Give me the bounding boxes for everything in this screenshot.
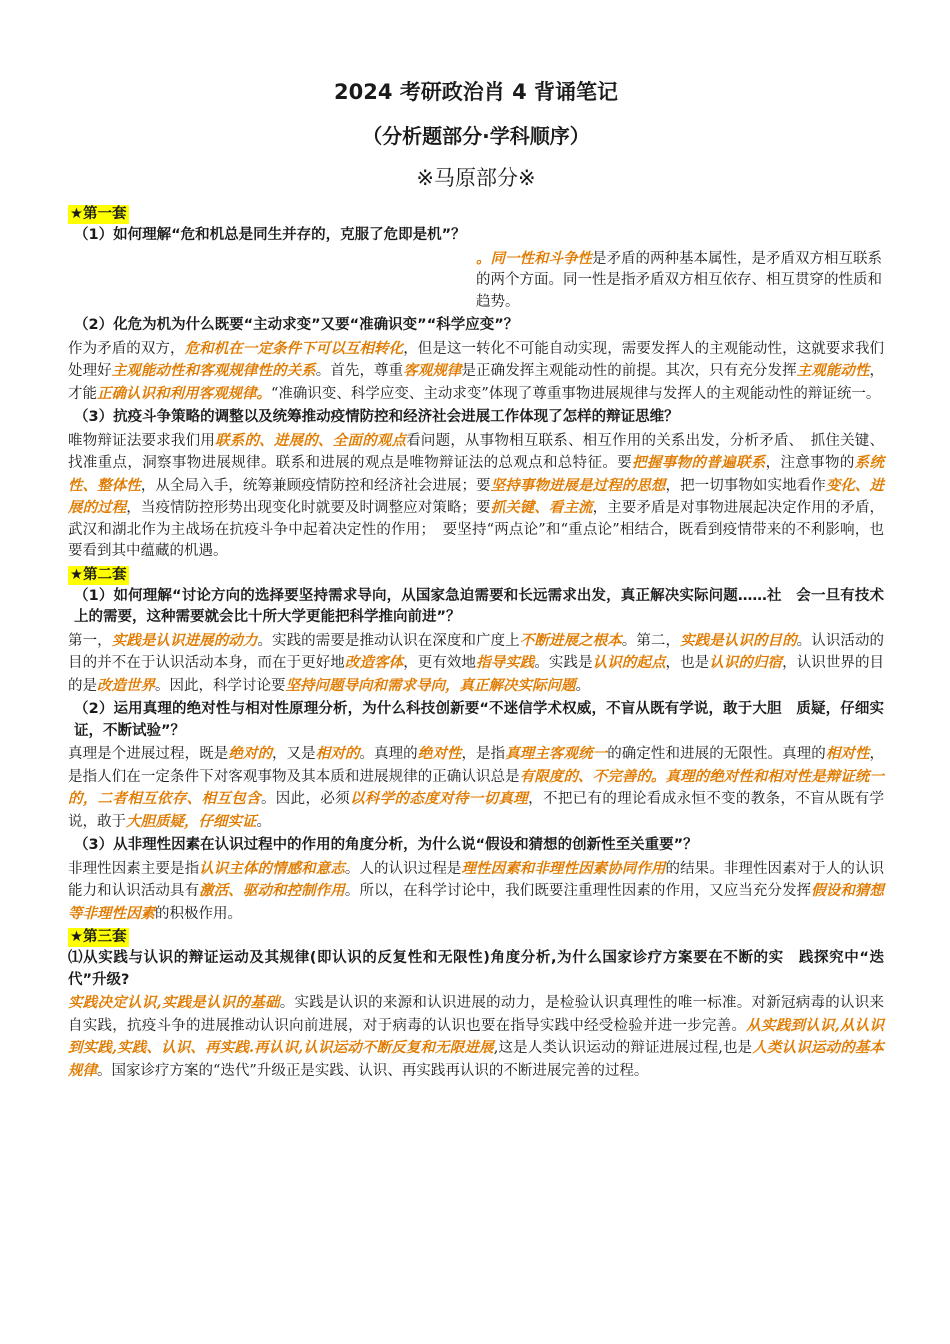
answer-text: ，也是 [665,655,710,671]
answer-highlight: 客观规律 [403,362,462,379]
answer-highlight: 改造客体 [344,654,404,671]
answer-text: ，认识世界的目的是 [68,655,885,694]
answer-text: 。首先，尊重 [315,363,404,379]
answer-highlight: 认识的起点 [592,654,666,671]
answer-text: ，才能 [68,363,885,402]
answer-text: ，注意事物的 [765,455,855,471]
answer-highlight: 激活、驱动和控制作用 [199,882,345,899]
answer-text: ，更有效地 [403,655,477,671]
answer-text: ，是指人们在一定条件下对客观事物及其本质和进展规律的正确认识总是 [68,746,885,785]
answer-highlight: 坚持事物进展是过程的思想 [490,476,666,494]
answer-highlight: 相对的 [315,745,360,762]
section-heading: ※马原部分※ [416,166,536,190]
answer-text: 。因此，科学讨论要 [155,677,286,694]
answer-text: 。 [256,813,271,830]
answer-highlight: 认识主体的情感和意志 [199,859,345,877]
answer-highlight: 以科学的态度对待一切真理 [350,790,529,807]
answer-text: 非理性因素主要是指 [68,860,200,877]
answer-text: 。因此，必须 [260,791,351,807]
set-1 [68,202,884,563]
answer-text: 真理是个进展过程，既是 [68,746,229,762]
answer-highlight: 主观能动性 [796,362,870,379]
answer-text: 看问题，从事物相互联系、相互作用的关系出发，分析矛盾、 抓住关键、找准重点，洞察事物进展规律。联系和进展的观点是唯物辩证法的总观点和总特征。要 [68,432,885,471]
answer-highlight: 大胆质疑，仔细实证 [126,812,257,830]
answer [68,430,884,563]
answer-text: 作为矛盾的双方， [68,340,185,357]
question: （2）化危为机为什么既要“主动求变”又要“准确识变”“科学应变”？ [74,317,519,333]
answer-highlight: 变化、进展的过程 [68,476,885,516]
answer-text: ，把一切事物如实地看作 [665,477,826,494]
answer-text: 。所以，在科学讨论中，我们既要注重理性因素的作用，又应当充分发挥 [344,883,812,899]
set-label: ★第二套 [70,566,127,583]
question: （1）如何理解“讨论方向的选择要坚持需求导向，从国家急迫需要和长远需求出发，真正解决实际问题……社 会一旦有技术上的需要，这种需要就会比十所大学更能把科学推向前进”？ [74,587,884,625]
answer-highlight: 实践是认识的目的 [680,631,797,649]
answer-text: 是矛盾的两种基本属性，是矛盾双方相互联系的两个方面。同一性是指矛盾双方相互依存、相互贯穿的性质和趋势。 [476,250,882,310]
answer-text: ，当疫情防控形势出现变化时就要及时调整应对策略；要 [126,500,491,516]
set-3 [68,925,884,1082]
answer-text: 。人的认识过程是 [344,860,462,877]
question: （3）从非理性因素在认识过程中的作用的角度分析，为什么说“假设和猜想的创新性至关重要”？ [74,837,698,853]
answer-text: 。第二， [621,632,681,649]
answer-highlight: 绝对的 [228,745,273,762]
answer-highlight: 抓关键、看主流 [490,499,593,516]
answer-highlight: 改造世界 [97,676,155,694]
answer-highlight: 不断进展之根本 [519,631,622,649]
page-subtitle: （分析题部分·学科顺序） [362,124,590,148]
answer-text: 。实践的需要是推动认识在深度和广度上 [257,632,520,649]
answer-highlight: 人类认识运动的基本规律 [68,1039,885,1079]
answer [68,630,884,698]
answer-highlight: 理性因素和非理性因素协同作用 [461,859,666,877]
answer-highlight: 真理主客观统一 [505,745,608,762]
answer-text: 是正确发挥主观能动性的前提。其次，只有充分发挥 [461,363,797,379]
answer-highlight: 从实践到认识,从认识到实践,实践、认识、再实践.再认识,认识运动不断反复和无限进展 [68,1016,884,1056]
answer-text: ，不把已有的理论看成永恒不变的教条，不盲从既有学说，敢于 [68,791,885,830]
answer-highlight: 实践是认识进展的动力 [111,631,258,649]
answer-highlight: 把握事物的普遍联系 [632,454,766,471]
answer-highlight: 正确认识和利用客观规律。 [97,384,271,402]
answer-text: 的确定性和进展的无限性。真理的 [607,746,826,762]
answer-text: 。实践是认识的来源和认识进展的动力，是检验认识真理性的唯一标准。对新冠病毒的认识来自实践，抗疫斗争的进展推动认识向前进展，对于病毒的认识也要在指导实践中经受检验并进一步完善。 [68,995,884,1034]
answer-text: ，又是 [272,746,316,762]
answer-text: ，是指 [461,746,506,762]
answer-highlight: 绝对性 [417,745,462,762]
answer-text: 的积极作用。 [155,905,242,922]
answer-highlight: 实践决定认识,实践是认识的基础 [68,994,280,1011]
answer-highlight: 有限度的、不完善的。真理的绝对性和相对性是辩证统一的，二者相互依存、相互包含 [68,767,885,807]
answer-text: ，从全局入手，统筹兼顾疫情防控和经济社会进展；要 [140,477,491,494]
answer-text: 唯物辩证法要求我们用 [68,432,216,449]
answer-highlight: 系统性、整体性 [68,454,885,494]
answer-text: ，主要矛盾是对事物进展起决定作用的矛盾，武汉和湖北作为主战场在抗疫斗争中起着决定性的作用； 要坚持“两点论”和“重点论”相结合，既看到疫情带来的不利影响，也要看到其中蕴藏的机遇。 [68,500,885,559]
answer-text: 。实践是 [534,655,593,671]
answer-text: ,这是人类认识运动的辩证进展过程,也是 [493,1040,753,1056]
question: （1）如何理解“危和机总是同生并存的，克服了危即是机”？ [74,227,466,243]
answer-text: ，但是这一转化不可能自动实现，需要发挥人的主观能动性，这就要求我们处理好 [68,340,885,379]
set-label: ★第一套 [70,206,127,222]
answer-highlight: 假设和猜想等非理性因素 [68,882,885,922]
page-title: 2024 考研政治肖 4 背诵笔记 [334,80,618,104]
set-label: ★第三套 [70,929,127,945]
answer-highlight: 危和机在一定条件下可以互相转化 [184,339,404,357]
answer-text: 。 [575,677,590,694]
answer-text: 第一， [68,632,112,649]
answer [68,338,884,406]
answer-highlight: 认识的归宿 [709,654,783,671]
answer-text: 。真理的 [359,746,418,762]
answer-text: 。国家诊疗方案的“迭代”升级正是实践、认识、再实践再认识的不断进展完善的过程。 [97,1062,649,1079]
set-2 [68,563,884,926]
answer-highlight: 。同一性和斗争性 [476,249,592,267]
answer-text: 的结果。非理性因素对于人的认识能力和认识活动具有 [68,860,885,899]
answer [68,248,884,314]
question: （2）运用真理的绝对性与相对性原理分析，为什么科技创新要“不迷信学术权威，不盲从既有学说，敢于大胆 质疑，仔细实证，不断试验”？ [74,701,884,739]
answer-highlight: 主观能动性和客观规律性的关系 [111,362,316,379]
question: （3）抗疫斗争策略的调整以及统筹推动疫情防控和经济社会进展工作体现了怎样的辩证思维？ [74,409,679,425]
answer [68,858,884,926]
answer [68,992,884,1082]
answer-text: “准确识变、科学应变、主动求变”体现了尊重事物进展规律与发挥人的主观能动性的辩证统一。 [271,385,881,402]
question: ⑴从实践与认识的辩证运动及其规律(即认识的反复性和无限性)角度分析,为什么国家诊疗方案要在不断的实 践探究中“迭代”升级? [68,950,884,988]
answer-highlight: 联系的、进展的、全面的观点 [215,431,407,449]
answer-highlight: 坚持问题导向和需求导向，真正解决实际问题 [285,676,576,694]
answer [68,743,884,833]
answer-text: 。认识活动的目的并不在于认识活动本身，而在于更好地 [68,632,885,671]
answer-highlight: 指导实践 [476,654,535,671]
answer-highlight: 相对性 [825,745,870,762]
